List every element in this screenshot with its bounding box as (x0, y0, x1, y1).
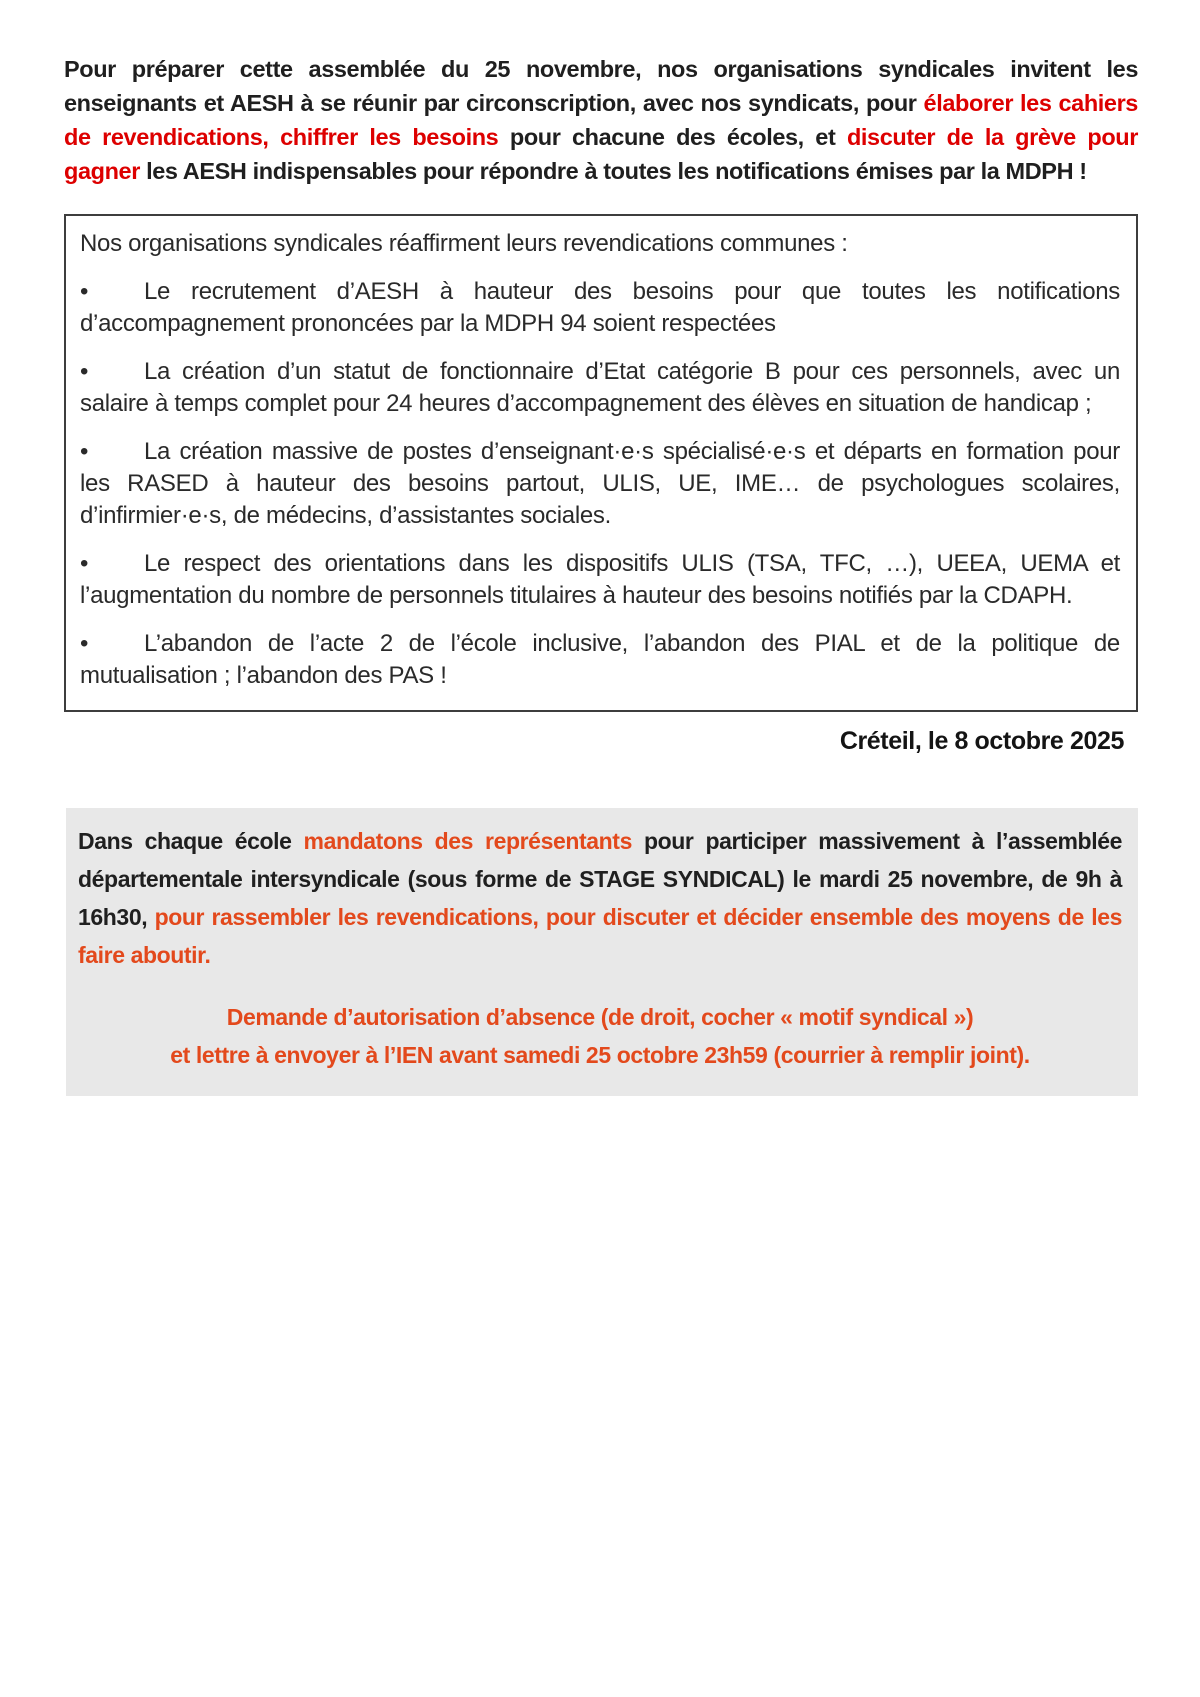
bullet-item (80, 436, 1120, 532)
bullet-marker: • (80, 278, 89, 305)
notice-line-1: Demande d’autorisation d’absence (de droit, cocher « motif syndical ») (226, 1004, 974, 1030)
bullet-text: L’abandon de l’acte 2 de l’école inclusive, l’abandon des PIAL et de la politique de mutualisation ; l’abandon des PAS ! (80, 630, 1120, 689)
text-segment-red: élaborer les cahiers de revendications, chiffrer les besoins (64, 90, 1138, 150)
dateline: Créteil, le 8 octobre 2025 (839, 727, 1124, 755)
bullet-text: La création massive de postes d’enseignant·e·s spécialisé·e·s et départs en formation pour les RASED à hauteur des besoins partout, ULIS, UE, IME… de psychologues scolaires, d’infirmier·e·s, de médecins, d’assistantes sociales. (80, 438, 1120, 529)
text-segment-red: discuter de la grève pour gagner (64, 124, 1138, 184)
bullet-item (80, 356, 1120, 420)
bullet-marker: • (80, 358, 89, 385)
text-segment-black: pour chacune des écoles, et (498, 124, 847, 150)
text-segment-black: Dans chaque école (78, 828, 304, 854)
bullet-marker: • (80, 630, 89, 657)
demands-box (64, 214, 1138, 712)
notice-line-2: et lettre à envoyer à l’IEN avant samedi 25 octobre 23h59 (courrier à remplir joint). (170, 1042, 1030, 1068)
call-box (66, 808, 1138, 1096)
text-segment-black: Pour préparer cette assemblée du 25 novembre, nos organisations syndicales invitent les enseignants et AESH à se réunir par circonscription, avec nos syndicats, pour (64, 56, 1138, 116)
bullet-text: Le recrutement d’AESH à hauteur des besoins pour que toutes les notifications d’accompagnement prononcées par la MDPH 94 soient respectées (80, 278, 1120, 337)
text-segment-black: les AESH indispensables pour répondre à toutes les notifications émises par la MDPH ! (139, 158, 1087, 184)
intro-paragraph (64, 52, 1138, 188)
bullet-marker: • (80, 438, 89, 465)
bullet-marker: • (80, 550, 89, 577)
bullet-text: La création d’un statut de fonctionnaire d’Etat catégorie B pour ces personnels, avec un salaire à temps complet pour 24 heures d’accompagnement des élèves en situation de handicap ; (80, 358, 1120, 417)
text-segment-black: pour participer massivement à l’assemblée départementale intersyndicale (sous forme de STAGE SYNDICAL) le mardi 25 novembre, de 9h à 16h30, (78, 828, 1122, 930)
bullet-item (80, 276, 1120, 340)
bullet-text: Le respect des orientations dans les dispositifs ULIS (TSA, TFC, …), UEEA, UEMA et l’augmentation du nombre de personnels titulaires à hauteur des besoins notifiés par la CDAPH. (80, 550, 1120, 609)
text-segment-orange: mandatons des représentants (303, 828, 632, 854)
text-segment-orange: pour rassembler les revendications, pour discuter et décider ensemble des moyens de les faire aboutir. (78, 904, 1122, 968)
demands-heading: Nos organisations syndicales réaffirment leurs revendications communes : (80, 230, 848, 257)
call-paragraph (78, 822, 1122, 974)
bullet-item (80, 548, 1120, 612)
demands-list (80, 276, 1120, 692)
bullet-item (80, 628, 1120, 692)
